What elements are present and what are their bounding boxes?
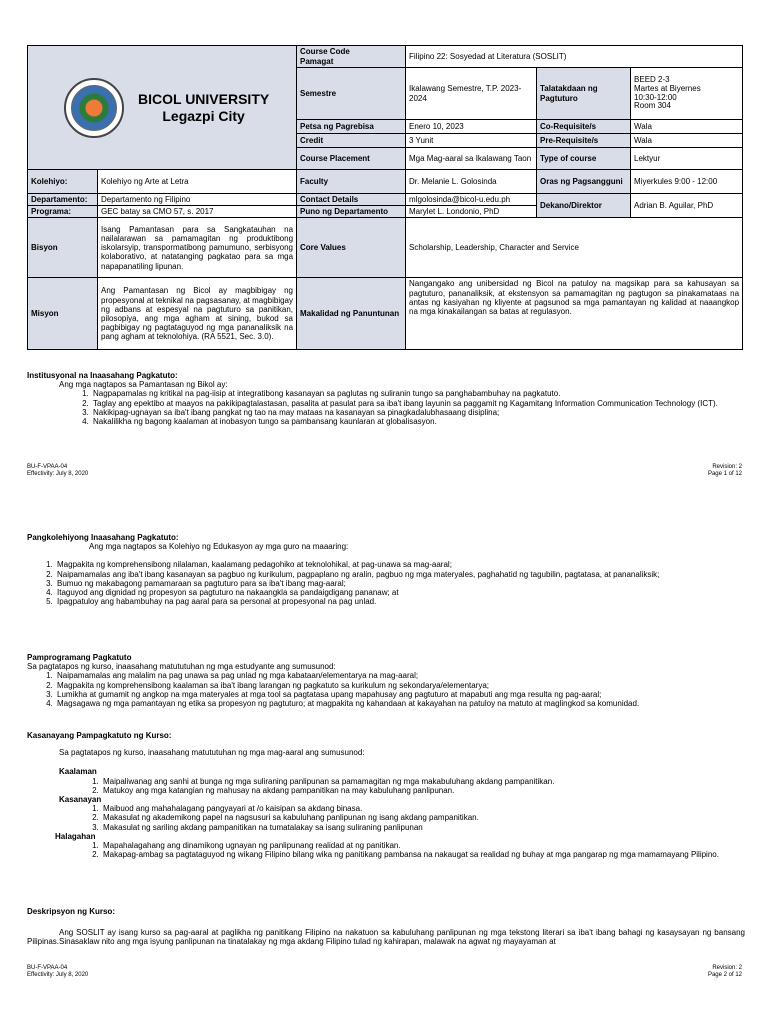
list-item: 1. Naipamamalas ang malalim na pag unawa sa pag unlad ng mga kabataan/elementarya na mag-aaral;: [55, 671, 745, 680]
course-outcomes-intro: Sa pagtatapos ng kurso, inaasahang matututuhan ng mga mag-aaral ang sumusunod:: [59, 748, 365, 758]
list-item: 2. Naipamamalas ang iba't ibang kasanayan sa pagbuo ng kurikulum, pagpaplano ng aralin, pagbuo ng mga materyales, paghahatid ng tagubilin, pagtatasa, at pananaliksik;: [55, 570, 745, 579]
vision-label: Bisyon: [28, 218, 98, 278]
mission-text: Ang Pamantasan ng Bicol ay magbibigay ng propesyonal at teknikal na pagsasanay, at magbibigay ng adbans at espesyal na pagtuturo sa panitikan, pilosopiya, ang mga agham at sining, bukod sa pagbibigay ng pagtataguyod ng mga pananaliksik na pang agham at teknolohiya. (RA 5521, Sec. 3.0).: [98, 278, 297, 350]
list-item: 2. Taglay ang epektibo at maayos na pakikipagtalastasan, pasalita at pasulat para sa iba't ibang layunin sa paggamit ng Kagamitang Information Communication Technology (ICT).: [91, 399, 745, 408]
list-item: 1. Mapahalagahang ang dinamikong ugnayan ng panlipunang realidad at ng panitikan.: [101, 841, 745, 850]
knowledge-label: Kaalaman: [59, 767, 97, 777]
list-item: 4. Itaguyod ang dignidad ng propesyon sa pagtuturo na nakaangkla sa pandaigdigang pananaw; at: [55, 588, 745, 597]
dept-value: Departamento ng Filipino: [98, 194, 297, 206]
credit-label: Credit: [297, 134, 406, 148]
page-footer-2: [27, 965, 742, 979]
revision-number: Revision: 2: [712, 965, 742, 971]
effectivity-date: Effectivity: July 8, 2020: [27, 971, 89, 978]
prereq-value: Wala: [631, 134, 743, 148]
semester-label: Semestre: [297, 68, 406, 120]
prereq-label: Pre-Requisite/s: [537, 134, 631, 148]
list-item: 3. Nakikipag-ugnayan sa iba't ibang pangkat ng tao na may mataas na kasanayan sa pinagkadalubhasaang disiplina;: [91, 408, 745, 417]
form-code: BU-F-VPAA-04: [27, 965, 68, 971]
revision-date-label: Petsa ng Pagrebisa: [297, 120, 406, 134]
list-item: 3. Lumikha at gumamit ng angkop na mga materyales at mga tool sa pagtatasa upang mapahusay ang pagtuturo at mapabuti ang mga resulta ng pag-aaral;: [55, 690, 745, 699]
program-outcomes-title: Pamprogramang Pagkatuto: [27, 653, 132, 662]
form-code: BU-F-VPAA-04: [27, 464, 68, 470]
page-footer-1: [27, 464, 742, 478]
list-item: 4. Nakalilikha ng bagong kaalaman at inobasyon tungo sa pambansang kaunlaran at globalisasyon.: [91, 417, 745, 426]
contact-value: mlgolosinda@bicol-u.edu.ph: [406, 194, 537, 206]
institutional-title: Institusyonal na Inaasahang Pagkatuto:: [27, 371, 178, 380]
coreq-value: Wala: [631, 120, 743, 134]
college-label: Kolehiyo:: [28, 170, 98, 194]
program-label: Programa:: [28, 206, 98, 218]
consult-value: Miyerkules 9:00 - 12:00: [631, 170, 743, 194]
list-item: 2. Magpakita ng komprehensibong kaalaman sa iba't ibang larangan ng pagkatuto sa kurikulum ng sekondarya/elementarya;: [55, 681, 745, 690]
dept-label: Departamento:: [28, 194, 98, 206]
course-code-value: Filipino 22: Sosyedad at Literatura (SOSLIT): [406, 46, 743, 68]
vision-text: Isang Pamantasan para sa Sangkatauhan na nailalarawan sa pamamagitan ng produktibong iskolarsyip, transpormatibong pamumuno, serbisyong kolaborativo, at natatanging pagkatao para sa mga napapanatiling lipunan.: [98, 218, 297, 278]
program-value: GEC batay sa CMO 57, s. 2017: [98, 206, 297, 218]
page-number: Page 2 of 12: [707, 971, 742, 978]
dean-label: Dekano/Direktor: [537, 194, 631, 218]
college-outcomes-intro: Ang mga nagtapos sa Kolehiyo ng Edukasyon ay mga guro na maaaring:: [89, 542, 349, 552]
course-header-table: [27, 45, 743, 350]
dean-value: Adrian B. Aguilar, PhD: [631, 194, 743, 218]
program-outcomes-intro: Sa pagtatapos ng kurso, inaasahang matututuhan ng mga estudyante ang sumusunod:: [27, 662, 336, 672]
core-values-text: Scholarship, Leadership, Character and Service: [406, 218, 743, 278]
list-item: 2. Matukoy ang mga katangian ng mahusay na akdang pampanitikan na may kabuluhang panlipunan.: [101, 786, 745, 795]
revision-number: Revision: 2: [712, 464, 742, 470]
faculty-label: Faculty: [297, 170, 406, 194]
course-outcomes: [27, 731, 745, 859]
list-item: 1. Magpakita ng komprehensibong nilalaman, kaalamang pedagohiko at teknolohikal, at pag-unawa sa mag-aaral;: [55, 560, 745, 569]
mission-label: Misyon: [28, 278, 98, 350]
semester-value: Ikalawang Semestre, T.P. 2023-2024: [406, 68, 537, 120]
page-number: Page 1 of 12: [707, 470, 742, 477]
course-type-label: Type of course: [537, 148, 631, 170]
list-item: 1. Maipaliwanag ang sanhi at bunga ng mga suliraning panlipunan sa pamamagitan ng mga makabuluhang akdang pampanitikan.: [101, 777, 745, 786]
values-label: Halagahan: [55, 831, 96, 841]
description-text: Ang SOSLIT ay isang kurso sa pag-aaral at paglikha ng panitikang Filipino na nakatuon sa kabuluhang panlipunan ng mga tekstong literari sa iba't ibang bahagi ng kasaysayan ng bansang Pilipinas.Sinasaklaw nito ang mga isyung panlipunan na tinatalakay ng mga akdang Filipino tulad ng kahirapan, malawak na agwat ng mayayaman at: [27, 928, 745, 947]
schedule-value: BEED 2-3 Martes at Biyernes 10:30-12:00 Room 304: [631, 68, 743, 120]
quality-text: Nangangako ang unibersidad ng Bicol na patuloy na magsikap para sa kahusayan sa pagtuturo, pananaliksik, at ekstensyon sa pamamagitan ng pagtugon sa pinakamataas na antas ng kasiyahan ng kliyente at pagsunod sa mga pamantayan ng kalidad at naaangkop na mga kinakailangan sa batas at regulasyon.: [406, 278, 743, 350]
credit-value: 3 Yunit: [406, 134, 537, 148]
institutional-outcomes: [27, 371, 745, 426]
list-item: 3. Makasulat ng sariling akdang pampanitikan na tumatalakay sa isang suliraning panlipunan: [101, 823, 745, 832]
description-title: Deskripsyon ng Kurso:: [27, 907, 116, 916]
core-values-label: Core Values: [297, 218, 406, 278]
revision-date-value: Enero 10, 2023: [406, 120, 537, 134]
placement-value: Mga Mag-aaral sa Ikalawang Taon: [406, 148, 537, 170]
consult-label: Oras ng Pagsangguni: [537, 170, 631, 194]
institutional-intro: Ang mga nagtapos sa Pamantasan ng Bikol ay:: [59, 380, 228, 390]
schedule-label: Talatakdaan ng Pagtuturo: [537, 68, 631, 120]
college-outcomes: [27, 533, 745, 606]
coreq-label: Co-Requisite/s: [537, 120, 631, 134]
effectivity-date: Effectivity: July 8, 2020: [27, 470, 89, 477]
course-code-label: Course Code Pamagat: [297, 46, 406, 68]
list-item: 1. Maibuod ang mahahalagang pangyayari at /o kaisipan sa akdang binasa.: [101, 804, 745, 813]
contact-label: Contact Details: [297, 194, 406, 206]
college-outcomes-title: Pangkolehiyong Inaasahang Pagkatuto:: [27, 533, 179, 542]
list-item: 4. Magsagawa ng mga pamantayan ng etika sa propesyon ng pagtuturo; at magpakita ng kahandaan at kakayahan na patuloy na matuto at maglingkod sa komunidad.: [55, 699, 745, 708]
university-logo-block: [28, 46, 297, 170]
dept-head-label: Puno ng Departamento: [297, 206, 406, 218]
list-item: 2. Makapag-ambag sa pagtataguyod ng wikang Filipino bilang wika ng panitikang pambansa na nakaugat sa realidad ng buhay at mga pangarap ng mga mamamayang Pilipino.: [101, 850, 745, 859]
list-item: 2. Makasulat ng akademikong papel na nagsusuri sa kabuluhang panlipunan ng isang akdang pampanitikan.: [101, 813, 745, 822]
placement-label: Course Placement: [297, 148, 406, 170]
program-outcomes: [27, 653, 745, 708]
course-description: [27, 907, 745, 947]
list-item: 3. Bumuo ng makabagong pamamaraan sa pagtuturo para sa iba't ibang mag-aaral;: [55, 579, 745, 588]
faculty-value: Dr. Melanie L. Golosinda: [406, 170, 537, 194]
university-city: Legazpi City: [162, 107, 245, 124]
college-value: Kolehiyo ng Arte at Letra: [98, 170, 297, 194]
quality-label: Makalidad ng Panuntunan: [297, 278, 406, 350]
list-item: 5. Ipagpatuloy ang habambuhay na pag aaral para sa personal at propesyonal na pag unlad.: [55, 597, 745, 606]
course-type-value: Lektyur: [631, 148, 743, 170]
university-name: BICOL UNIVERSITY: [138, 91, 270, 108]
list-item: 1. Nagpapamalas ng kritikal na pag-iisip at integratibong kasanayan sa paglutas ng suliranin tungo sa panghabambuhay na pagkatuto.: [91, 389, 745, 398]
university-seal-icon: [64, 78, 124, 138]
skills-label: Kasanayan: [59, 794, 102, 804]
course-outcomes-title: Kasanayang Pampagkatuto ng Kurso:: [27, 731, 172, 740]
dept-head-value: Marylet L. Londonio, PhD: [406, 206, 537, 218]
